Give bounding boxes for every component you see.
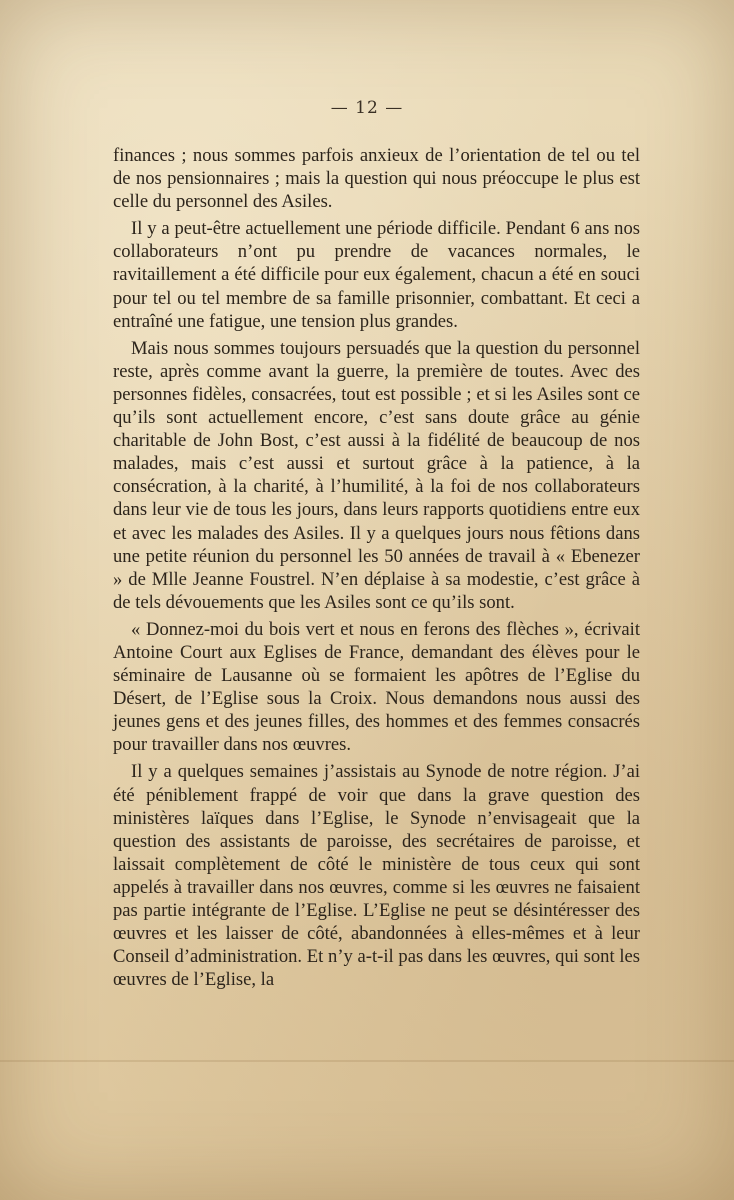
paragraph-3: Mais nous sommes toujours persuadés que la question du personnel reste, après comme avant la guerre, la première de toutes. Avec des personnes fidèles, consacrées, tout est possible ; et si les Asiles sont ce qu’ils sont actuellement encore, c’est sans doute grâce au génie charitable de John Bost, c’est aussi à la fidélité de beaucoup de nos malades, mais c’est aussi et surtout grâce à la patience, à la consécration, à la charité, à l’humilité, à la foi de nos collaborateurs dans leur vie de tous les jours, dans leurs rapports quotidiens entre eux et avec les malades des Asiles. Il y a quelques jours nous fêtions dans une petite réunion du personnel les 50 années de travail à « Ebenezer » de Mlle Jeanne Foustrel. N’en déplaise à sa modestie, c’est grâce à de tels dévouements que les Asiles sont ce qu’ils sont. <box>113 337 640 613</box>
paragraph-2: Il y a peut-être actuellement une période difficile. Pendant 6 ans nos collaborateurs n’ont pu prendre de vacances normales, le ravitaillement a été difficile pour eux également, chacun a été en souci pour tel ou tel membre de sa famille prisonnier, combattant. Et ceci a entraîné une fatigue, une tension plus grandes. <box>113 218 640 332</box>
paragraph-4: « Donnez-moi du bois vert et nous en ferons des flèches », écrivait Antoine Court aux Eglises de France, demandant des élèves pour le séminaire de Lausanne où se formaient les apôtres de l’Eglise du Désert, de l’Eglise sous la Croix. Nous demandons nous aussi des jeunes gens et des jeunes filles, des hommes et des femmes consacrés pour travailler dans nos œuvres. <box>113 618 640 756</box>
page-number: — 12 — <box>330 98 404 118</box>
body-text <box>113 144 640 995</box>
paragraph-1: finances ; nous sommes parfois anxieux de l’orientation de tel ou tel de nos pensionnaires ; mais la question qui nous préoccupe le plus est celle du personnel des Asiles. <box>113 145 640 213</box>
paragraph-5: Il y a quelques semaines j’assistais au Synode de notre région. J’ai été péniblement frappé de voir que dans la grave question des ministères laïques dans l’Eglise, le Synode n’envisageait que la question des assistants de paroisse, des secrétaires de paroisse, et laissait complètement de côté le ministère de tous ceux qui sont appelés à travailler dans nos œuvres, comme si les œuvres ne faisaient pas partie intégrante de l’Eglise. L’Eglise ne peut se désintéresser des œuvres et les laisser de côté, abandonnées à elles-mêmes et à leur Conseil d’administration. Et n’y a-t-il pas dans les œuvres, qui sont les œuvres de l’Eglise, la <box>113 761 640 991</box>
paper-fold-line <box>0 1060 734 1062</box>
